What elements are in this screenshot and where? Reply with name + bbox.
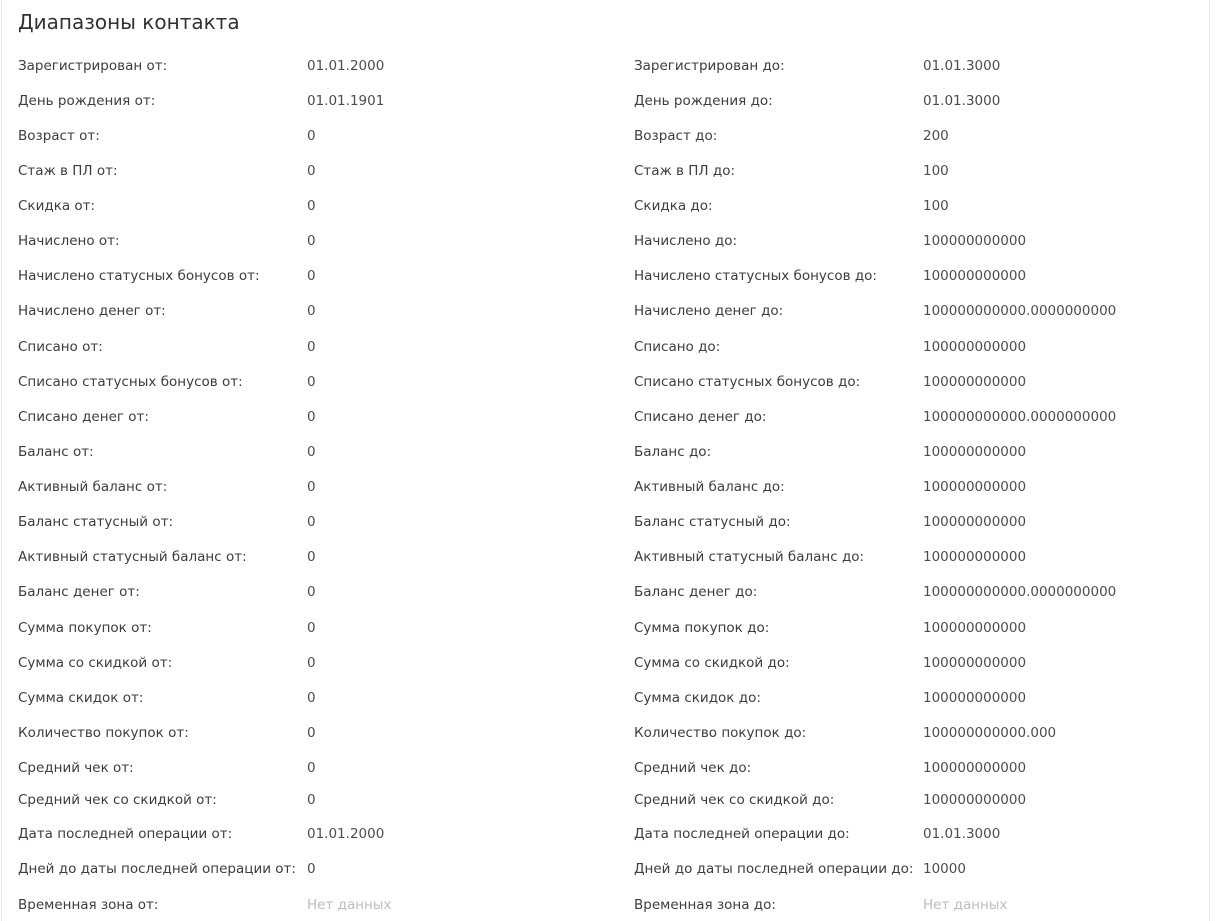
range-from-value: 0	[307, 409, 316, 425]
range-from-value: 01.01.2000	[307, 58, 385, 74]
range-to-label: Списано статусных бонусов до:	[634, 374, 861, 390]
range-from-label: Дата последней операции от:	[18, 826, 233, 842]
range-to-value: 100000000000.0000000000	[923, 409, 1117, 425]
range-to-value: 100000000000	[923, 792, 1027, 808]
range-to-label: День рождения до:	[634, 93, 773, 109]
range-from-label: Баланс денег от:	[18, 584, 140, 600]
range-row	[2, 790, 1209, 810]
range-row	[2, 758, 1209, 778]
range-to-value: 01.01.3000	[923, 58, 1001, 74]
range-from-label: Дней до даты последней операции от:	[18, 861, 296, 877]
range-from-label: Зарегистрирован от:	[18, 58, 168, 74]
range-to-label: Средний чек до:	[634, 760, 752, 776]
range-to-label: Списано до:	[634, 339, 721, 355]
range-to-value: 100	[923, 198, 949, 214]
range-from-value: 01.01.1901	[307, 93, 385, 109]
range-row	[2, 56, 1209, 76]
range-from-value: 0	[307, 268, 316, 284]
range-row	[2, 723, 1209, 743]
range-from-value: 0	[307, 444, 316, 460]
range-row	[2, 126, 1209, 146]
range-to-label: Начислено статусных бонусов до:	[634, 268, 877, 284]
range-row	[2, 231, 1209, 251]
range-from-label: Активный баланс от:	[18, 479, 168, 495]
range-from-value: 0	[307, 725, 316, 741]
range-to-label: Активный статусный баланс до:	[634, 549, 865, 565]
range-to-value: 100000000000	[923, 339, 1027, 355]
range-to-label: Количество покупок до:	[634, 725, 807, 741]
range-from-label: Временная зона от:	[18, 897, 159, 913]
range-from-value: 0	[307, 339, 316, 355]
range-from-label: День рождения от:	[18, 93, 156, 109]
range-to-label: Начислено до:	[634, 233, 738, 249]
range-from-label: Баланс статусный от:	[18, 514, 174, 530]
range-row	[2, 618, 1209, 638]
range-row	[2, 372, 1209, 392]
range-from-value: 0	[307, 479, 316, 495]
range-to-value: 01.01.3000	[923, 826, 1001, 842]
range-row	[2, 301, 1209, 321]
range-to-label: Скидка до:	[634, 198, 713, 214]
range-from-label: Начислено статусных бонусов от:	[18, 268, 260, 284]
range-row	[2, 407, 1209, 427]
range-row	[2, 859, 1209, 879]
range-row	[2, 547, 1209, 567]
range-from-value: 0	[307, 374, 316, 390]
range-row	[2, 688, 1209, 708]
range-to-label: Начислено денег до:	[634, 303, 784, 319]
range-to-value: 100000000000	[923, 760, 1027, 776]
range-from-label: Начислено денег от:	[18, 303, 166, 319]
range-from-value: 0	[307, 198, 316, 214]
range-from-label: Активный статусный баланс от:	[18, 549, 247, 565]
range-from-value: 0	[307, 760, 316, 776]
range-to-label: Сумма покупок до:	[634, 620, 770, 636]
range-from-value: 0	[307, 303, 316, 319]
range-from-value: 0	[307, 792, 316, 808]
range-to-value: 100000000000	[923, 268, 1027, 284]
range-from-label: Списано статусных бонусов от:	[18, 374, 243, 390]
range-to-label: Баланс статусный до:	[634, 514, 791, 530]
range-to-value: 100000000000	[923, 690, 1027, 706]
range-to-label: Возраст до:	[634, 128, 718, 144]
range-to-label: Баланс денег до:	[634, 584, 758, 600]
range-to-value: 100000000000	[923, 655, 1027, 671]
range-from-value: 0	[307, 233, 316, 249]
range-to-value: 10000	[923, 861, 966, 877]
range-from-label: Средний чек от:	[18, 760, 134, 776]
range-from-label: Скидка от:	[18, 198, 96, 214]
range-from-label: Баланс от:	[18, 444, 94, 460]
range-from-label: Списано денег от:	[18, 409, 149, 425]
range-from-value: 0	[307, 163, 316, 179]
range-from-label: Стаж в ПЛ от:	[18, 163, 118, 179]
range-row	[2, 266, 1209, 286]
range-from-label: Сумма скидок от:	[18, 690, 144, 706]
range-to-label: Списано денег до:	[634, 409, 767, 425]
range-to-label: Дней до даты последней операции до:	[634, 861, 914, 877]
range-to-value: 100000000000	[923, 374, 1027, 390]
range-from-label: Возраст от:	[18, 128, 100, 144]
range-from-value: 0	[307, 128, 316, 144]
range-from-label: Количество покупок от:	[18, 725, 189, 741]
range-from-label: Начислено от:	[18, 233, 120, 249]
range-from-value: 0	[307, 549, 316, 565]
range-to-value: 100000000000	[923, 444, 1027, 460]
range-from-label: Списано от:	[18, 339, 103, 355]
range-from-value: 0	[307, 620, 316, 636]
range-to-value: 100000000000.000	[923, 725, 1057, 741]
range-from-label: Сумма со скидкой от:	[18, 655, 173, 671]
range-to-label: Дата последней операции до:	[634, 826, 850, 842]
range-to-label: Сумма скидок до:	[634, 690, 761, 706]
range-row	[2, 337, 1209, 357]
range-row	[2, 161, 1209, 181]
contact-ranges-panel	[1, 0, 1210, 921]
range-from-value: 0	[307, 514, 316, 530]
range-row	[2, 582, 1209, 602]
range-row	[2, 512, 1209, 532]
range-to-value: 100000000000	[923, 479, 1027, 495]
range-row	[2, 824, 1209, 844]
range-row	[2, 91, 1209, 111]
range-to-label: Баланс до:	[634, 444, 712, 460]
range-to-value: 01.01.3000	[923, 93, 1001, 109]
range-from-value: 0	[307, 861, 316, 877]
range-from-value: Нет данных	[307, 897, 392, 913]
range-row	[2, 196, 1209, 216]
range-to-value: 100	[923, 163, 949, 179]
range-to-label: Зарегистрирован до:	[634, 58, 785, 74]
range-to-label: Средний чек со скидкой до:	[634, 792, 835, 808]
range-from-label: Средний чек со скидкой от:	[18, 792, 217, 808]
range-row	[2, 653, 1209, 673]
range-row	[2, 895, 1209, 915]
range-from-value: 0	[307, 584, 316, 600]
range-to-label: Временная зона до:	[634, 897, 776, 913]
range-to-value: 100000000000	[923, 514, 1027, 530]
range-from-value: 0	[307, 655, 316, 671]
range-row	[2, 442, 1209, 462]
range-to-value: 100000000000	[923, 233, 1027, 249]
range-from-label: Сумма покупок от:	[18, 620, 152, 636]
range-to-label: Стаж в ПЛ до:	[634, 163, 735, 179]
range-to-label: Сумма со скидкой до:	[634, 655, 790, 671]
range-to-value: 100000000000	[923, 549, 1027, 565]
range-to-label: Активный баланс до:	[634, 479, 785, 495]
range-to-value: 100000000000	[923, 620, 1027, 636]
range-from-value: 0	[307, 690, 316, 706]
range-to-value: Нет данных	[923, 897, 1008, 913]
section-title: Диапазоны контакта	[18, 10, 240, 34]
range-to-value: 100000000000.0000000000	[923, 303, 1117, 319]
range-from-value: 01.01.2000	[307, 826, 385, 842]
range-row	[2, 477, 1209, 497]
range-to-value: 200	[923, 128, 949, 144]
range-to-value: 100000000000.0000000000	[923, 584, 1117, 600]
